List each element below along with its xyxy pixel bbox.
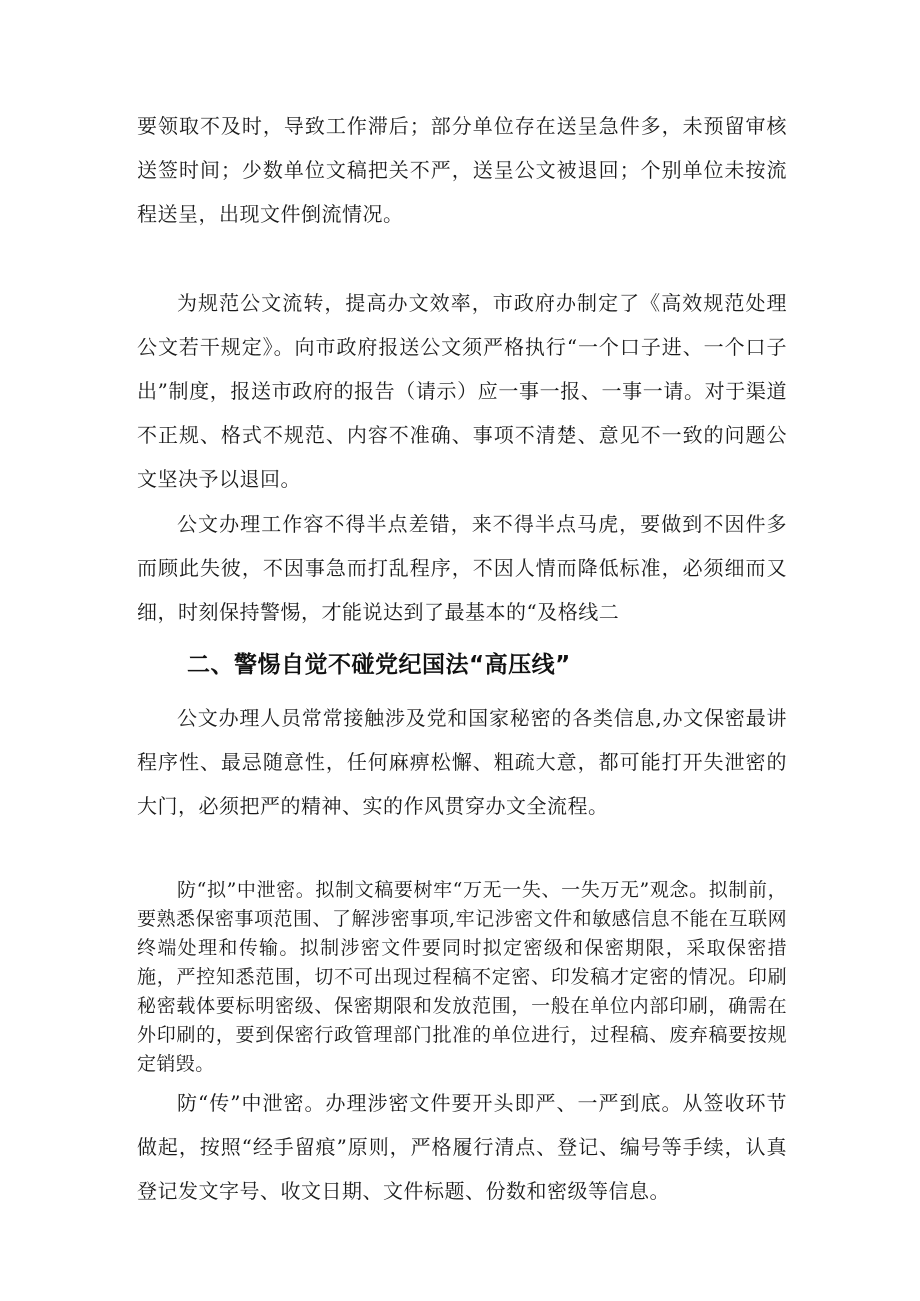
section-paragraph-3: 防“传”中泄密。办理涉密文件要开头即严、一严到底。从签收环节做起，按照“经手留痕”原则，严格履行清点、登记、编号等手续，认真登记发文字号、收文日期、文件标题、份数和密级等信息。 — [137, 1091, 787, 1203]
paragraph-2: 为规范公文流转，提高办文效率，市政府办制定了《高效规范处理公文若干规定》。向市政府报送公文须严格执行“一个口子进、一个口子出”制度，报送市政府的报告（请示）应一事一报、一事一请。对于渠道不正规、格式不规范、内容不准确、事项不清楚、意见不一致的问题公文坚决予以退回。 — [137, 291, 787, 491]
paragraph-3: 公文办理工作容不得半点差错，来不得半点马虎，要做到不因件多而顾此失彼，不因事急而打乱程序，不因人情而降低标准，必须细而又细，时刻保持警惕，才能说达到了最基本的“及格线二 — [137, 512, 787, 624]
section-paragraph-1: 公文办理人员常常接触涉及党和国家秘密的各类信息,办文保密最讲程序性、最忌随意性，任何麻痹松懈、粗疏大意，都可能打开失泄密的大门，必须把严的精神、实的作风贯穿办文全流程。 — [137, 706, 787, 818]
section-paragraph-2: 防“拟”中泄密。拟制文稿要树牢“万无一失、一失万无”观念。拟制前，要熟悉保密事项范围、了解涉密事项,牢记涉密文件和敏感信息不能在互联网终端处理和传输。拟制涉密文件要同时拟定密级和保密期限，采取保密措施，严控知悉范围，切不可出现过程稿不定密、印发稿才定密的情况。印刷秘密载体要标明密级、保密期限和发放范围，一般在单位内部印刷，确需在外印刷的，要到保密行政管理部门批准的单位进行，过程稿、废弃稿要按规定销毁。 — [137, 879, 787, 1075]
section-heading: 二、警惕自觉不碰党纪国法“高压线” — [187, 652, 571, 678]
paragraph-1: 要领取不及时，导致工作滞后；部分单位存在送呈急件多，未预留审核送签时间；少数单位文稿把关不严，送呈公文被退回；个别单位未按流程送呈，出现文件倒流情况。 — [137, 114, 787, 226]
